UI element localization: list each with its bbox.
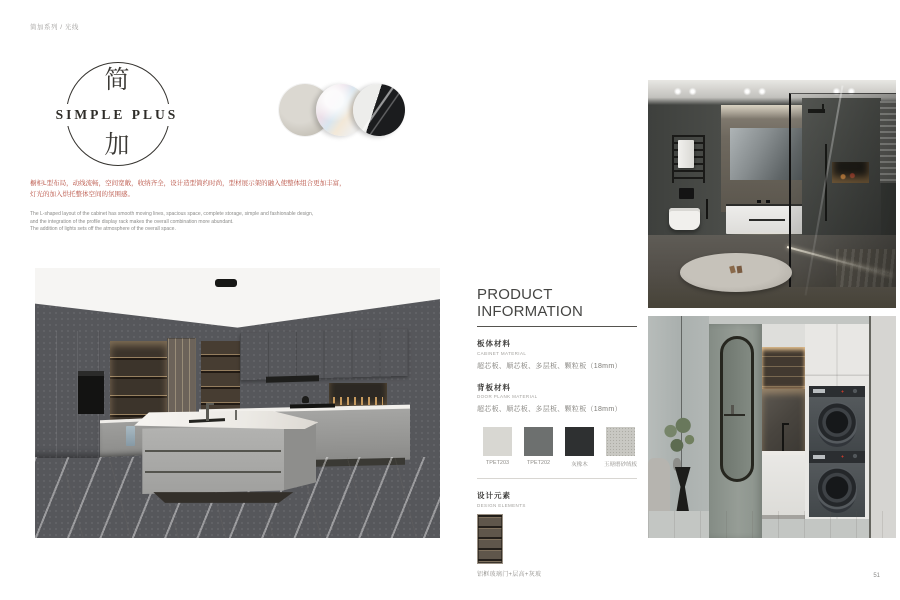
finish-swatch-label: TPET203 [485,460,510,466]
laundry-faucet-arm [782,423,789,425]
page-number: 51 [873,573,880,579]
finish-swatch-chip [606,427,635,456]
finish-swatch-label: 玉瑭磨砂绒板 [603,462,637,468]
shower-glass-panel [789,93,896,288]
finish-swatch-chip [483,427,512,456]
flush-plate [679,188,694,198]
glass-reflection [805,85,844,295]
logo-wordmark: SIMPLE PLUS [42,104,192,126]
washer-control-panel [809,451,865,462]
island-faucet-arm [206,403,214,405]
cabinet-material-section [477,338,647,371]
kettle [302,396,309,403]
material-circle-swatches [279,84,405,136]
glass-material-circle [353,84,405,136]
upper-white-cabinets [240,329,408,381]
design-elements-section [477,490,647,578]
product-info-title: PRODUCT INFORMATION [477,286,584,320]
right-side-wall [869,316,896,538]
section-title-cn: 背板材料 [477,382,511,392]
section-divider [477,478,637,479]
intro-cn-line1: 橱柜L型布局，动线流畅，空间宽敞，收纳齐全，设计造型简约时尚，型材展示架的融入使整体组合更加丰富， [30,180,346,187]
design-element-photo [477,514,503,564]
washing-machine [809,451,865,516]
finish-swatch-label: TPET202 [526,460,551,466]
intro-cn-line2: 灯光的加入烘托整体空间的氛围感。 [30,190,134,198]
vanity-handle-groove [749,219,785,221]
design-element-caption: 铝框玻璃门+层高+灰玻 [477,571,542,578]
lit-glass-cabinet [762,347,805,389]
intro-en-line2: and the integration of the profile display rack makes the overall combination more abundant. [30,218,234,225]
niche-shelf [724,414,745,416]
logo-character-bottom: 加 [104,130,130,159]
washer-door [817,467,857,513]
wall-hung-toilet [669,208,700,231]
island-side-panel [282,421,316,491]
basin-faucets [757,200,771,203]
wood-floor [648,511,896,538]
section-title-en: CABINET MATERIAL [477,350,527,356]
island-drawer-line [145,471,281,473]
finish-swatch [559,427,600,468]
rounded-display-niche [720,336,755,482]
spice-jars [333,397,382,405]
brand-logo [42,60,192,176]
dryer-control-panel [809,386,865,397]
breadcrumb: 简加系列 / 光线 [30,24,79,31]
finish-swatch-chip [565,427,594,456]
section-value: 超芯板、顺芯板、多层板、颗粒板（18mm） [477,406,622,413]
door-plank-material-section [477,382,647,415]
finish-swatch-label: 灰橡木 [571,462,588,468]
section-title-en: DOOR PLANK MATERIAL [477,394,538,399]
intro-en-line1: The L-shaped layout of the cabinet has smooth moving lines, spacious space, complete storage, simple and fashionable design, [30,211,314,217]
kitchen-photo [35,268,440,538]
island-soap-tap [235,410,237,420]
intro-en-line3: The addition of lights sets off the atmosphere of the overall space. [30,226,176,232]
finish-swatch [600,427,641,468]
title-divider [477,326,637,327]
product-information-panel [477,286,647,578]
hand-shower [706,199,708,219]
upper-white-cabinet [762,324,805,348]
island-plinth [150,492,296,503]
niche-figurine [731,405,734,414]
section-value: 超芯板、顺芯板、多层板、颗粒板（18mm） [477,362,622,370]
section-title-en: DESIGN ELEMENTS [477,502,526,508]
dryer-door [817,402,857,448]
bathroom-photo [648,80,896,308]
intro-text-cn [30,179,346,200]
laundry-photo [648,316,896,538]
finish-swatch-chip [524,427,553,456]
logo-character-top: 简 [104,65,130,94]
finish-swatch [477,427,518,468]
cooktop [290,403,335,408]
intro-text-en [30,211,313,234]
island-front [142,425,284,494]
laundry-faucet [782,423,784,453]
built-in-oven [78,371,104,414]
sink-base-cabinet [762,455,805,519]
island-faucet [206,404,209,421]
section-title-cn: 设计元素 [477,491,511,500]
hanging-towel [126,426,135,446]
finish-swatches-row [477,427,641,468]
white-towel [678,140,694,167]
island-drawer-line [145,450,281,452]
lit-display-niche [110,341,167,425]
round-rug [680,253,792,292]
section-title-cn: 板体材料 [477,339,511,348]
finish-swatch [518,427,559,468]
ceiling-spotlight [215,279,237,287]
dryer [809,386,865,451]
